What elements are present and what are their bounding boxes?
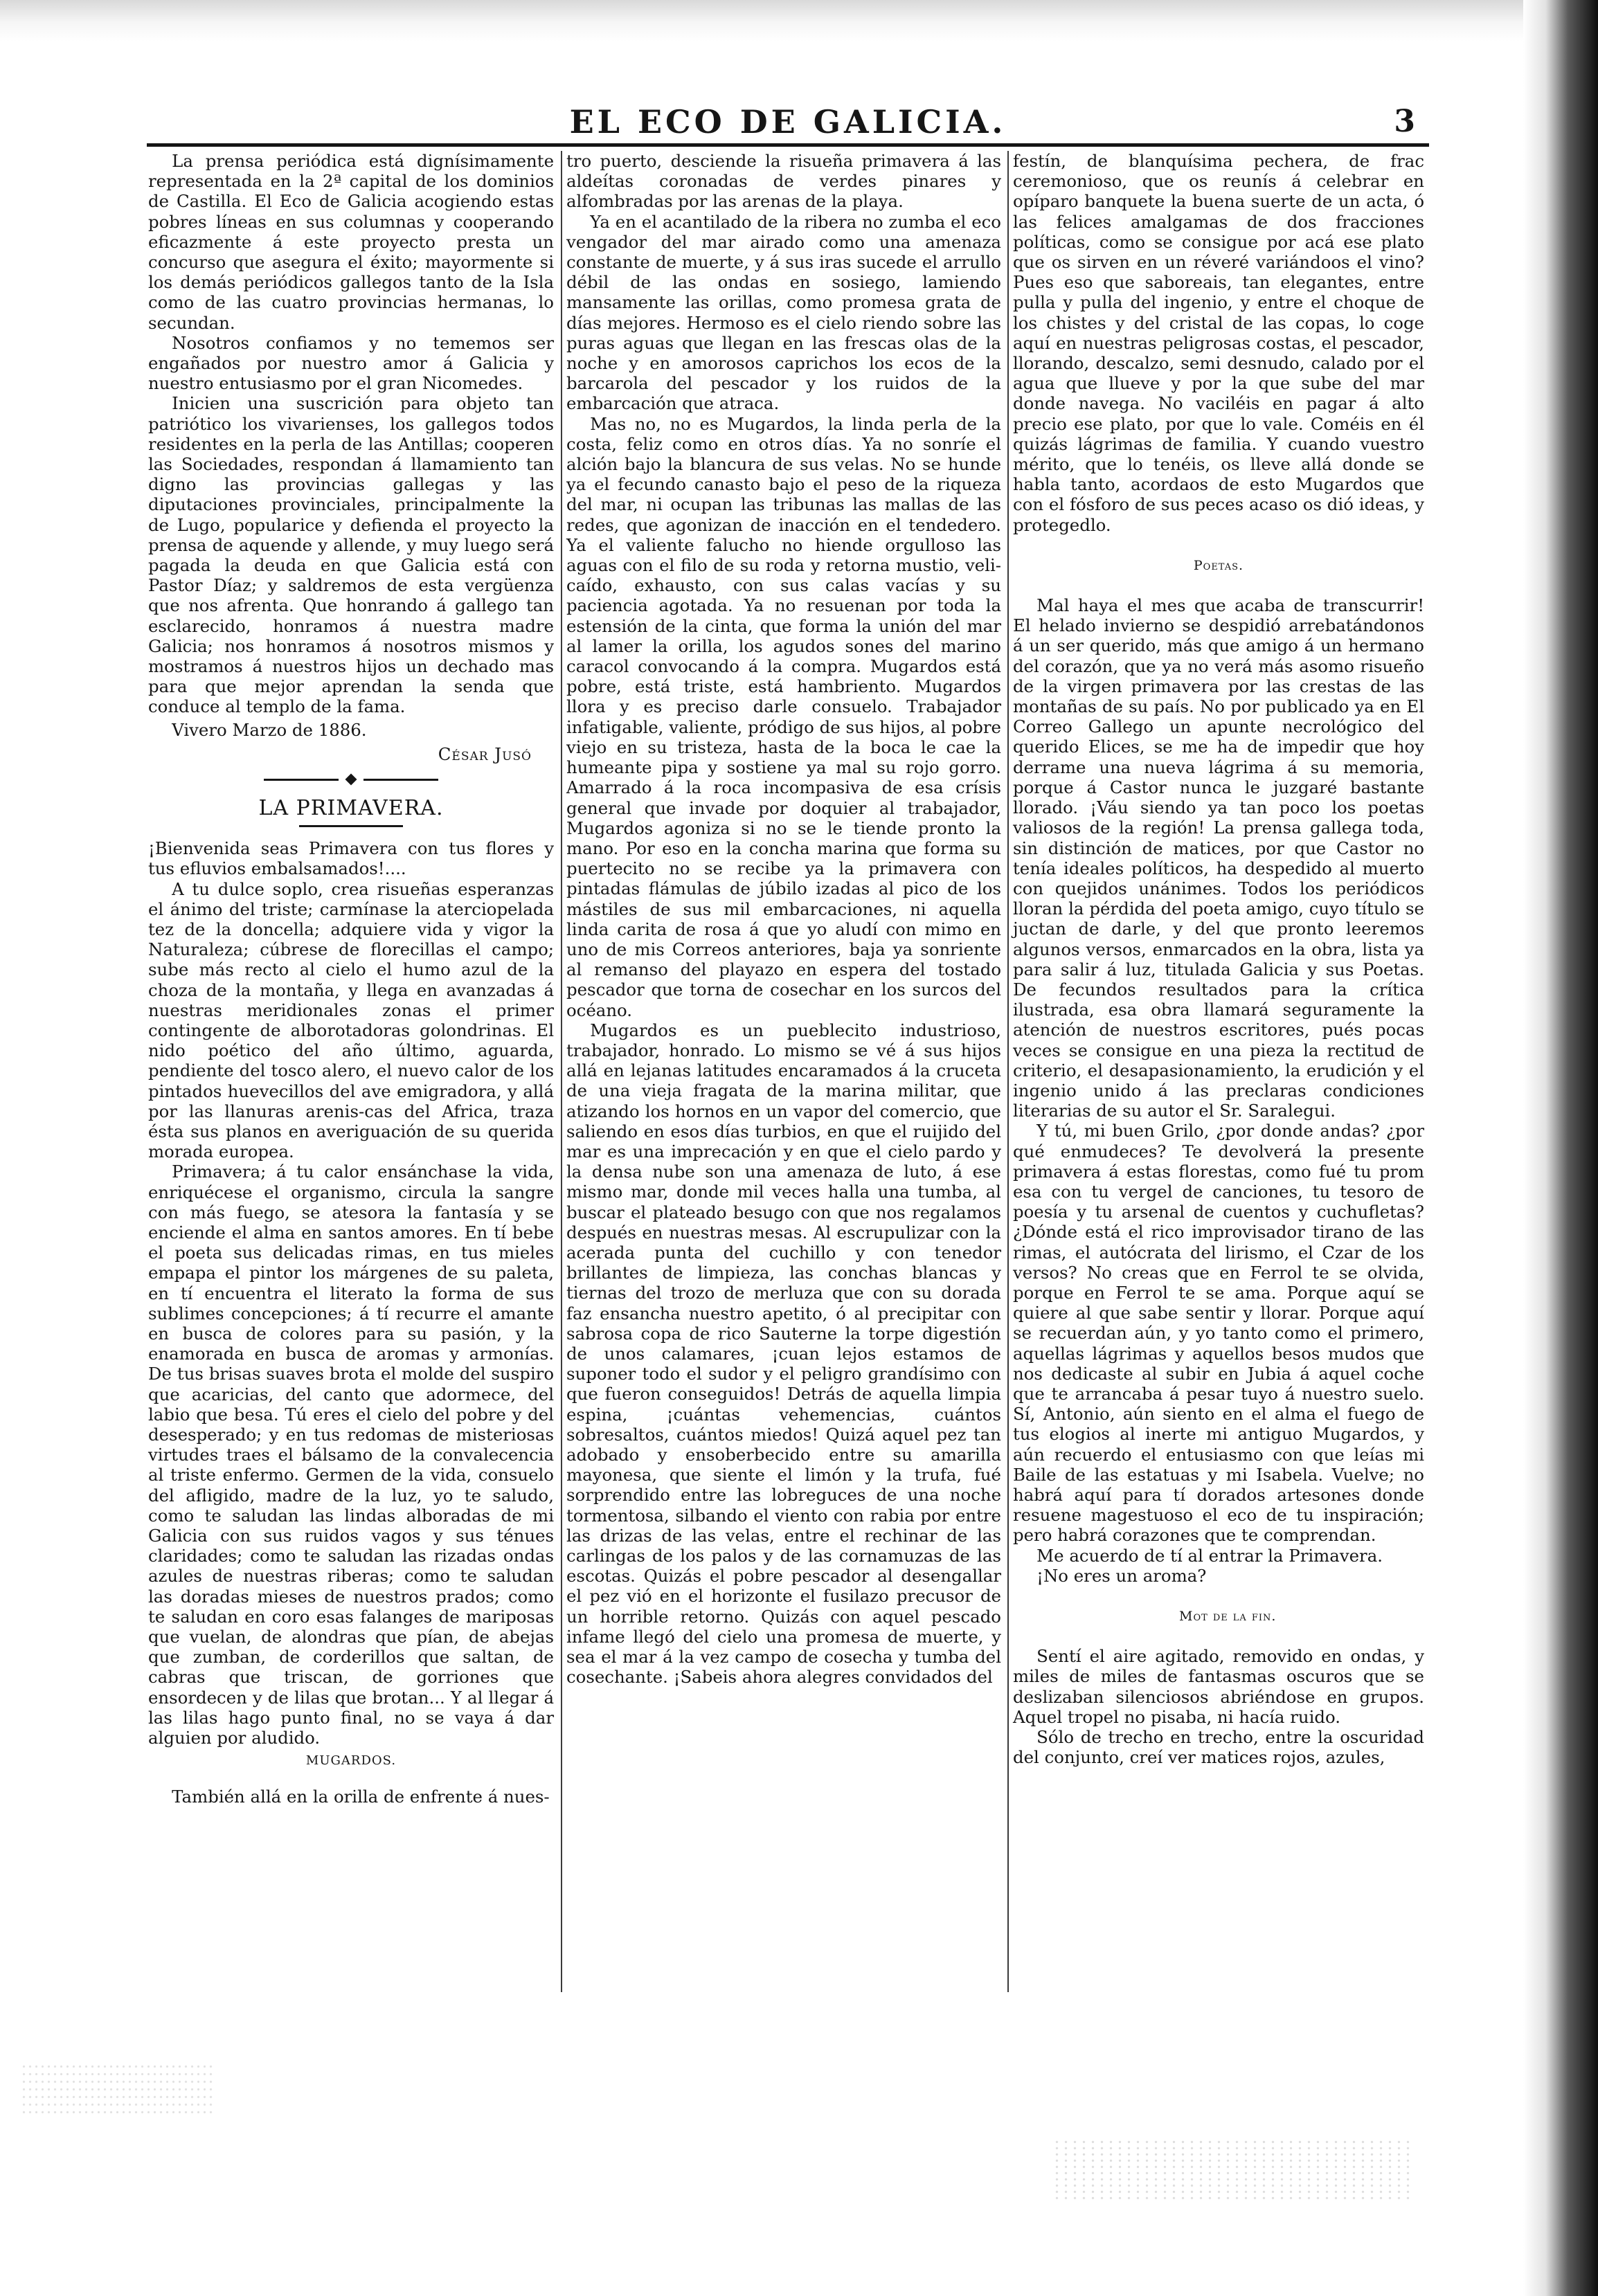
paragraph: Ya en el acantilado de la ribera no zumba el eco vengador del mar airado como una amenaza constante de muerte, y á sus iras sucede el arrullo débil de las ondas en sosiego, lamiendo mansamente las orillas, como promesa grata de días mejores. Hermoso es el cielo riendo sobre las puras aguas que llegan en las frescas olas de la noche y en amorosos caprichos los ecos de la barcarola del pescador y los ruidos de la embarcación que atraca. — [566, 211, 1001, 414]
paragraph: ¡No eres un aroma? — [1036, 1565, 1207, 1586]
paragraph: Primavera; á tu calor ensánchase la vida, enriquécese el organismo, circula la sangre con más fuego, se atesora la fantasía y se enciende el alma en santos amores. En tí bebe el poeta sus delicadas rimas, en tus mieles empapa el pintor los márgenes de su paleta, en tí encuentra el literato la forma de sus sublimes concepciones; á tí recurre el amante en busca de colores para su pasión, y la enamorada en busca de aromas y armonías. De tus brisas suaves brota el molde del suspiro que acaricias, del canto que adormece, del labio que besa. Tú eres el cielo del pobre y del desesperado; y en tus redomas de misteriosas virtudes traes el bálsamo de la convalecencia al triste enfermo. Germen de la vida, consuelo del afligido, madre de la luz, yo te saludo, como te saludan las lindas alboradas de mi Galicia con sus ruidos vagos y sus ténues claridades; como te saludan las rizadas ondas azules de nuestras riberas; como te saludan las doradas mieses de nuestros prados; como te saludan en coro esas falanges de mariposas que vuelan, de alondras que pían, de abejas que zumban, de corderillos que saltan, de cabras que triscan, de gorriones que ensordecen y de lilas que brotan... Y al llegar á las lilas hago punto final, no se vaya á dar alguien por aludido. — [148, 1161, 554, 1748]
section-ornament — [148, 772, 554, 786]
page-header — [147, 104, 1429, 140]
scan-speckle — [21, 2063, 215, 2118]
scan-edge-right — [1523, 0, 1598, 2296]
newspaper-title: EL ECO DE GALICIA. — [569, 103, 1007, 141]
signature: César Jusó — [438, 743, 532, 764]
dateline: Vivero Marzo de 1886. — [172, 719, 367, 740]
header-rule — [147, 143, 1429, 147]
paragraph: Mas no, no es Mugardos, la linda perla de la costa, feliz como en otros días. Ya no sonríe el alción bajo la blancura de sus velas. No se hunde ya el fecundo canasto bajo el peso de la riqueza del mar, ni ocupan las tribunas las mallas de las redes, que agonizan de inacción en el tendedero. Ya el valiente falucho no hiende orgulloso las aguas con el filo de su roda y retorna mustio, veli-caído, exhausto, con sus calas vacías y su paciencia agotada. Ya no resuenan por toda la estensión de la cinta, que forma la unión del mar al lamer la orilla, los agudos sones del marino caracol convocando á la compra. Mugardos está pobre, está triste, está hambriento. Mugardos llora y es preciso darle consuelo. Trabajador infatigable, valiente, pródigo de sus hijos, al pobre viejo en su tristeza, hasta de la boca le cae la humeante pipa y sostiene ya mal su rojo gorro. Amarrado á la roca incompasiva de esa crísis general que invade por doquier al trabajador, Mugardos agoniza si no se le tiende pronto la mano. Por eso en la concha marina que forma su puertecito no se recibe ya la primavera con pintadas flámulas de júbilo izadas al pico de los mástiles de sus mil embarcaciones, ni aquella linda carita de rosa á que yo aludí con mimo en uno de mis Correos anteriores, baja ya sonriente al remanso del playazo en espera del tostado pescador que torna de cosechar en los surcos del océano. — [566, 413, 1001, 1020]
paragraph: festín, de blanquísima pechera, de frac ceremonioso, que os reunís á celebrar en opíparo banquete la buena suerte de un acta, ó las felices amalgamas de dos fracciones políticas, como se consigue por acá ese plato que os sirven en un réveré variándoos el vino? Pues eso que saboreais, tan elegantes, entre pulla y pulla del ingenio, y entre el choque de los chistes y del cristal de las copas, lo coge aquí en nuestras peligrosas costas, el pescador, llorando, descalzo, semi desnudo, calado por el agua que llueve y por la que sube del mar donde navega. No vaciléis en pagar á alto precio ese plato, por que lo vale. Coméis en él quizás lágrimas de familia. Y cuando vuestro mérito, que lo tenéis, os lleve allá donde se habla tanto, acordaos de esto Mugardos que con el fósforo de sus peces acaso os dió ideas, y protegedlo. — [1013, 151, 1424, 535]
paragraph: Sólo de trecho en trecho, entre la oscuridad del conjunto, creí ver matices rojos, azules, — [1013, 1727, 1424, 1768]
signature: Mot de la fin. — [1179, 1609, 1277, 1625]
paragraph: También allá en la orilla de enfrente á nues- — [172, 1787, 550, 1807]
paragraph: tro puerto, desciende la risueña primavera á las aldeítas coronadas de verdes pinares y alfombradas por las arenas de la playa. — [566, 151, 1001, 212]
paragraph: Me acuerdo de tí al entrar la Primavera. — [1036, 1545, 1383, 1566]
paragraph: Mal haya el mes que acaba de transcurrir! El helado invierno se despidió arrebatándonos á un ser querido, más que amigo á un hermano del corazón, que ya no verá más asomo risueño de la virgen primavera por las crestas de las montañas de su país. No por publicado ya en El Correo Gallego un apunte necrológico del querido Elices, se me ha de impedir que hoy derrame una nueva lágrima á su memoria, porque á Castor nunca le juzgaré bastante llorado. ¡Váu siendo ya tan poco los poetas valiosos de la región! La prensa gallega toda, sin distinción de matices, por que Castor no tenía ideales políticos, ha despedido al muerto con quejidos unánimes. Todos los periódicos lloran la pérdida del poeta amigo, cuyo título se juctan de darle, y del que pronto leeremos algunos versos, enmarcados en la obra, lista ya para salir á luz, titulada Galicia y sus Poetas. De fecundos resultados para la crítica ilustrada, esa obra llamará seguramente la atención de nuestros escritores, pués pocas veces se consigue en una pieza la rectitud de criterio, el desapasionamiento, la erudición y el ingenio unido á las preclaras condiciones literarias de su autor el Sr. Saralegui. — [1013, 595, 1424, 1121]
column-rule — [561, 151, 562, 1992]
column-3 — [1013, 151, 1424, 1767]
scan-speckle — [1052, 2139, 1412, 2201]
column-1 — [148, 151, 554, 1807]
scan-edge-top — [0, 0, 1523, 42]
column-rule — [1007, 151, 1009, 1992]
paragraph: Mugardos es un pueblecito industrioso, trabajador, honrado. Lo mismo se vé á sus hijos allá en lejanas latitudes encaramados á la cruceta de una vieja fragata de la marina militar, que atizando los hornos en un vapor del comercio, que saliendo en esos días turbios, en que el ruijido del mar es una imprecación y en que el cielo pardo y la densa nube son una amenaza de luto, á ese mismo mar, donde mil veces halla una tumba, al buscar el plateado besugo con que nos regalamos después en nuestras mesas. Al escrupulizar con la acerada punta del cuchillo y con tenedor brillantes de limpieza, las conchas blancas y tiernas del trozo de merluza que con su dorada faz ensancha nuestro apetito, ó al precipitar con sabrosa copa de rico Sauterne la torpe digestión de unos calamares, ¡cuan lejos estamos de suponer todo el sudor y el peligro grandísimo con que fueron conseguidos! Detrás de aquella limpia espina, ¡cuántas vehemencias, cuántos sobresaltos, cuántos miedos! Quizá aquel pez tan adobado y ensoberbecido entre su amarilla mayonesa, que siente el limón y la trufa, fué sorprendido entre las lobreguces de una noche tormentosa, silbando el viento con rabia por entre las drizas de las velas, entre el rechinar de las carlingas de los palos y de las cornamuzas de las escotas. Quizás el pobre pescador al desengallar el pez vió en el horizonte el fusilazo precusor de un horrible retorno. Quizás con aquel pescado infame llegó del cielo una promesa de muerte, y sea el mar á la vez campo de cosecha y tumba del cosechante. ¡Sabeis ahora alegres convidados del — [566, 1020, 1001, 1688]
paragraph: ¡Bienvenida seas Primavera con tus flores y tus efluvios embalsamados!.... — [148, 838, 554, 879]
section-title: LA PRIMAVERA. — [258, 796, 444, 821]
paragraph: Sentí el aire agitado, removido en ondas, y miles de miles de fantasmas oscuros que se deslizaban silenciosos abriéndose en grupos. Aquel tropel no pisaba, ni hacía ruido. — [1013, 1646, 1424, 1727]
column-2 — [566, 151, 1001, 1687]
paragraph: A tu dulce soplo, crea risueñas esperanzas el ánimo del triste; carmínase la aterciopelada tez de la doncella; adquiere vida y vigor la Naturaleza; cúbrese de florecillas el campo; sube más recto al cielo el humo azul de la choza de la montaña, y llega en avanzadas á nuestras meridionales zonas el primer contingente de alborotadoras golondrinas. El nido poético del año último, aguarda, pendiente del tosco alero, el nuevo calor de los pintados huevecillos del ave emigradora, y allá por las llanuras arenis-cas del Africa, traza ésta sus planos en averiguación de su querida morada europea. — [148, 878, 554, 1162]
signature: Poetas. — [1193, 557, 1244, 573]
paragraph: La prensa periódica está dignísimamente representada en la 2ª capital de los dominios de Castilla. El Eco de Galicia acogiendo estas pobres líneas en sus columnas y cooperando eficazmente á este proyecto presta un concurso que asegura el éxito; mayormente si los demás periódicos gallegos tanto de la Isla como de las cuatro provincias hermanas, lo secundan. — [148, 151, 554, 333]
paragraph: Nosotros confiamos y no tememos ser engañados por nuestro amor á Galicia y nuestro entusiasmo por el gran Nicomedes. — [148, 332, 554, 394]
paragraph: Y tú, mi buen Grilo, ¿por donde andas? ¿por qué enmudeces? Te devolverá la presente primavera á estas florestas, como fué tu prom esa con tu vergel de canciones, tu tesoro de poesía y tu arsenal de cuentos y cuchufletas? ¿Dónde está el rico improvisador tirano de las rimas, el autócrata del lirismo, el Czar de los versos? No creas que en Ferrol te se olvida, porque en Ferrol te se ama. Porque aquí se quiere al que sabe sentir y llorar. Porque aquí se recuerdan aún, y yo tanto como el primero, aquellas lágrimas y aquellos besos mudos que nos dedicaste al subir en Jubia á aquel coche que te arrancaba á pesar tuyo á nuestro suelo. Sí, Antonio, aún siento en el alma el fuego de tus elogios al inerte mi antiguo Mugardos, y aún recuerdo el entusiasmo con que leías mi Baile de las estatuas y mi Isabela. Vuelve; no habrá aquí para tí dorados artesones donde resuene magestuoso el eco de tu inspiración; pero habrá corazones que te comprendan. — [1013, 1121, 1424, 1546]
paragraph: Inicien una suscrición para objeto tan patriótico los vivarienses, los gallegos todos residentes en la perla de las Antillas; cooperen las Sociedades, respondan á llamamiento tan digno las provincias gallegas y las diputaciones provinciales, principalmente la de Lugo, popularice y defienda el proyecto la prensa de aquende y allende, y muy luego será pagada la deuda en que Galicia está con Pastor Díaz; y saldremos de esta vergüenza que nos afrenta. Que honrando á gallego tan esclarecido, honramos á nuestra madre Galicia; nos honramos á nosotros mismos y mostramos á nuestros hijos un dechado mas para que mejor aprendan la senda que conduce al templo de la fama. — [148, 393, 554, 717]
page-number: 3 — [1394, 104, 1415, 139]
subsection-heading: MUGARDOS. — [305, 1753, 397, 1769]
title-underline — [299, 825, 403, 827]
